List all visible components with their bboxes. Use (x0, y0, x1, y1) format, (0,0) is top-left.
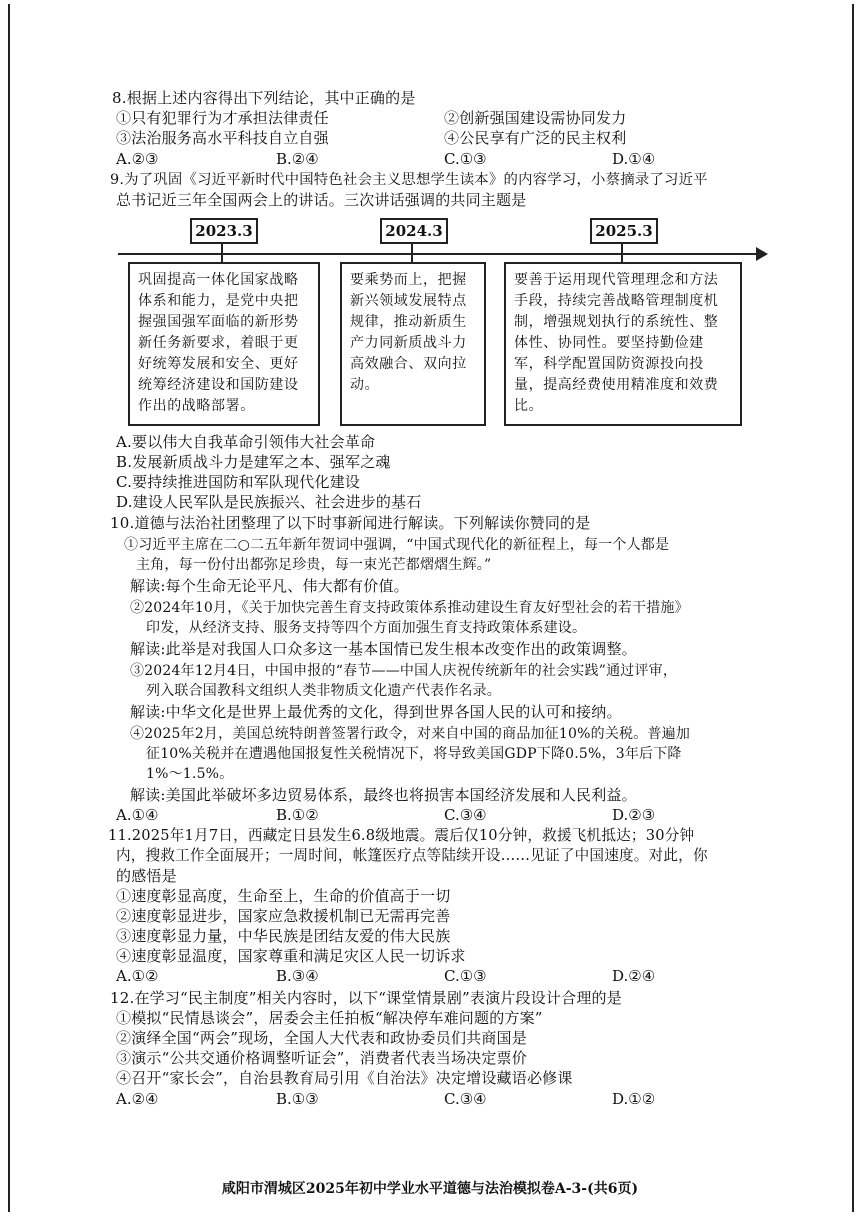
q10-interpretation-1: 解读:每个生命无论平凡、伟大都有价值。 (130, 577, 409, 595)
timeline-tick (221, 244, 223, 254)
timeline-tick (411, 254, 413, 262)
q12-option-a[interactable]: A.②④ (116, 1090, 159, 1108)
q11-stem-line2: 内，搜救工作全面展开；一周时间，帐篷医疗点等陆续开设……见证了中国速度。对此，你 (116, 847, 708, 864)
q11-statement-1: ①速度彰显高度，生命至上，生命的价值高于一切 (116, 887, 451, 905)
q10-news-4-line3: 1%～1.5%。 (146, 766, 234, 782)
timeline-tick (621, 244, 623, 254)
q12-statement-4: ④召开“家长会”，自治县教育局引用《自治法》决定增设藏语必修课 (116, 1069, 573, 1087)
quote-box-2023: 巩固提高一体化国家战略体系和能力，是党中央把握强国强军面临的新形势新任务新要求，着眼于更好统筹发展和安全、更好统筹经济建设和国防建设作出的战略部署。 (128, 262, 320, 426)
q8-stem: 8.根据上述内容得出下列结论，其中正确的是 (112, 89, 416, 107)
q10-option-c[interactable]: C.③④ (444, 806, 487, 824)
q9-option-c[interactable]: C.要持续推进国防和军队现代化建设 (116, 473, 361, 491)
q10-interpretation-4: 解读:美国此举破坏多边贸易体系，最终也将损害本国经济发展和人民利益。 (130, 786, 637, 804)
timeline-axis (118, 253, 758, 255)
q11-stem-line1: 11.2025年1月7日，西藏定日县发生6.8级地震。震后仅10分钟，救援飞机抵达；30分钟 (108, 827, 695, 844)
q9-option-a[interactable]: A.要以伟大自我革命引领伟大社会革命 (116, 433, 376, 451)
q8-option-d[interactable]: D.①④ (612, 150, 656, 168)
q11-option-b[interactable]: B.③④ (276, 967, 319, 985)
q11-option-d[interactable]: D.②④ (612, 967, 656, 985)
q8-statement-3: ③法治服务高水平科技自立自强 (116, 129, 329, 147)
q10-news-1-line1: ①习近平主席在二○二五年新年贺词中强调，“中国式现代化的新征程上，每一个人都是 (124, 537, 670, 553)
q10-interpretation-3: 解读:中华文化是世界上最优秀的文化，得到世界各国人民的认可和接纳。 (130, 703, 622, 721)
q8-statement-1: ①只有犯罪行为才承担法律责任 (116, 109, 329, 127)
timeline-year-2025: 2025.3 (590, 218, 658, 244)
q12-option-b[interactable]: B.①③ (276, 1090, 319, 1108)
q9-option-b[interactable]: B.发展新质战斗力是建军之本、强军之魂 (116, 453, 391, 471)
q12-option-c[interactable]: C.③④ (444, 1090, 487, 1108)
q10-news-4-line2: 征10%关税并在遭遇他国报复性关税情况下，将导致美国GDP下降0.5%，3年后下降 (146, 746, 682, 762)
q8-option-a[interactable]: A.②③ (116, 150, 159, 168)
q11-stem-line3: 的感悟是 (116, 867, 177, 885)
page-footer: 咸阳市渭城区2025年初中学业水平道德与法治模拟卷A-3-(共6页) (221, 1181, 639, 1197)
timeline-tick (621, 254, 623, 262)
timeline-year-2024: 2024.3 (380, 218, 448, 244)
q8-option-c[interactable]: C.①③ (444, 150, 487, 168)
q10-news-4-line1: ④2025年2月，美国总统特朗普签署行政令，对来自中国的商品加征10%的关税。普遍加 (130, 726, 691, 742)
q10-option-d[interactable]: D.②③ (612, 806, 656, 824)
quote-box-2025: 要善于运用现代管理理念和方法手段，持续完善战略管理制度机制，增强规划执行的系统性、整体性、协同性。要坚持勤俭建军，科学配置国防资源投向投量，提高经费使用精准度和效费比。 (504, 262, 742, 426)
q10-news-2-line1: ②2024年10月，《关于加快完善生育支持政策体系推动建设生育友好型社会的若干措施》 (130, 600, 689, 616)
q12-option-d[interactable]: D.①② (612, 1090, 656, 1108)
q12-statement-3: ③演示“公共交通价格调整听证会”，消费者代表当场决定票价 (116, 1049, 527, 1067)
timeline-arrow-icon (756, 247, 768, 261)
q9-stem-line1: 9.为了巩固《习近平新时代中国特色社会主义思想学生读本》的内容学习，小蔡摘录了习近平 (110, 172, 708, 188)
q9-option-d[interactable]: D.建设人民军队是民族振兴、社会进步的基石 (116, 493, 422, 511)
timeline-year-2023: 2023.3 (190, 218, 258, 244)
q10-interpretation-2: 解读:此举是对我国人口众多这一基本国情已发生根本改变作出的政策调整。 (130, 640, 637, 658)
q8-statement-4: ④公民享有广泛的民主权利 (444, 129, 627, 147)
q10-news-3-line2: 列入联合国教科文组织人类非物质文化遗产代表作名录。 (146, 683, 501, 699)
q11-statement-2: ②速度彰显进步，国家应急救援机制已无需再完善 (116, 907, 451, 925)
q12-statement-2: ②演绎全国“两会”现场，全国人大代表和政协委员们共商国是 (116, 1029, 527, 1047)
q9-stem-line2: 总书记近三年全国两会上的讲话。三次讲话强调的共同主题是 (116, 191, 527, 209)
q12-stem: 12.在学习“民主制度”相关内容时，以下“课堂情景剧”表演片段设计合理的是 (110, 989, 622, 1007)
q8-option-b[interactable]: B.②④ (276, 150, 319, 168)
timeline-tick (221, 254, 223, 262)
timeline-tick (411, 244, 413, 254)
q11-statement-4: ④速度彰显温度，国家尊重和满足灾区人民一切诉求 (116, 947, 466, 965)
q11-option-c[interactable]: C.①③ (444, 967, 487, 985)
q10-stem: 10.道德与法治社团整理了以下时事新闻进行解读。下列解读你赞同的是 (110, 514, 591, 532)
q10-news-3-line1: ③2024年12月4日，中国申报的“春节——中国人庆祝传统新年的社会实践”通过评审， (130, 663, 678, 679)
q10-news-1-line2: 主角，每一份付出都弥足珍贵，每一束光芒都熠熠生辉。” (136, 557, 492, 573)
q10-news-2-line2: 印发，从经济支持、服务支持等四个方面加强生育支持政策体系建设。 (146, 620, 587, 636)
q10-option-b[interactable]: B.①② (276, 806, 319, 824)
q8-statement-2: ②创新强国建设需协同发力 (444, 109, 627, 127)
quote-box-2024: 要乘势而上，把握新兴领域发展特点规律，推动新质生产力同新质战斗力高效融合、双向拉动。 (340, 262, 486, 426)
q11-option-a[interactable]: A.①② (116, 967, 159, 985)
q11-statement-3: ③速度彰显力量，中华民族是团结友爱的伟大民族 (116, 927, 451, 945)
q12-statement-1: ①模拟“民情恳谈会”，居委会主任拍板“解决停车难问题的方案” (116, 1009, 543, 1027)
q10-option-a[interactable]: A.①④ (116, 806, 159, 824)
